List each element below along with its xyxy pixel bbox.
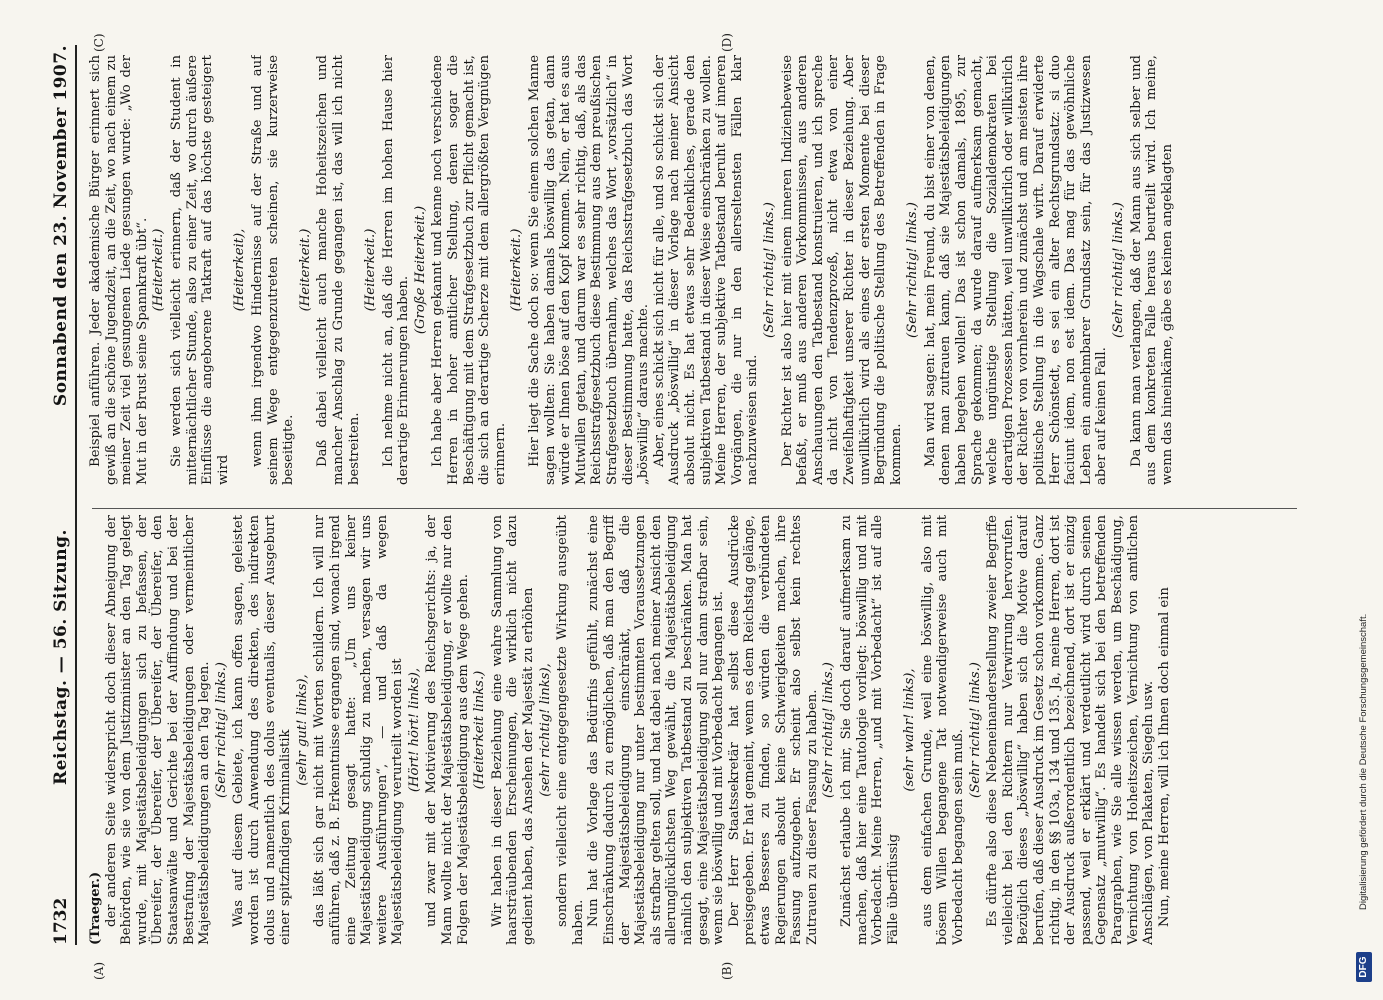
paragraph: Da kann man verlangen, daß der Mann aus sich selber und aus dem konkreten Falle heraus beurteilt wird. Ich meine, wenn das hineinkäme, gäbe es keinen angeklagten: [1128, 55, 1175, 485]
paragraph: Nun hat die Vorlage das Bedürfnis gefühlt, zunächst eine Einschränkung dadurch zu ermöglichen, daß man den Begriff der Majestätsbeleidigung einschränkt, daß die Majestätsbeleidigung nur unter bestimmten Voraussetzungen als strafbar gelten soll, und hat dabei nach meiner Ansicht den allerunglücklichsten Weg gewählt, die Majestätsbeleidigung nämlich den subjektiven Tatbestand zu beschränken. Man hat gesagt, eine Majestätsbeleidigung soll nur dann strafbar sein, wenn sie böswillig und mit Vorbedacht begangen ist.: [586, 515, 727, 945]
interjection: (Sehr richtig! links.): [761, 202, 777, 338]
paragraph: aus dem einfachen Grunde, weil eine böswillig, also mit bösem Willen begangene Tat notwendigerweise auch mit Vorbedacht begangen sein muß.: [919, 515, 967, 945]
margin-marker-b: (B): [720, 961, 734, 980]
interjection: (Sehr richtig! links.): [213, 662, 229, 798]
paragraph: und zwar mit der Motivierung des Reichsgerichts: ja, der Mann wollte nicht der Majestätsbeleidigung, er wollte nur den Folgen der Majestätsbeleidigung aus dem Wege gehen.: [424, 515, 471, 945]
paragraph: Der Herr Staatssekretär hat selbst diese Ausdrücke preisgegeben. Er hat gemeint, wenn es dem Reichstag gelänge, etwas Besseres zu finden, so würden die verbündeten Regierungen absolut keine Schwierigkeiten machen, ihre Fassung aufzugeben. Er scheint also selbst kein rechtes Zutrauen zu dieser Fassung zu haben.: [726, 515, 820, 945]
paragraph: Der Richter ist also hier mit einem inneren Indizienbeweise befaßt, er muß aus anderen Vorkommnissen, aus anderen Anschauungen den Tatbestand konstruieren, und ich spreche da nicht von Tendenzprozeß, nicht etwa von einer Zweifelhaftigkeit unserer Richter in dieser Beziehung. Aber unwillkürlich wird als eines der ersten Momente bei dieser Begründung die politische Stellung des Betreffenden in Frage kommen.: [779, 55, 904, 485]
paragraph: Es dürfte also diese Nebeneinanderstellung zweier Begriffe vielleicht bei den Richtern nur Verwirrung hervorrufen. Bezüglich dieses „böswillig“ haben sich die Motive darauf berufen, daß dieser Ausdruck im Gesetz schon vorkomme. Ganz richtig, in den §§ 103a, 134 und 135. Ja, meine Herren, dort ist der Ausdruck außerordentlich bezeichnend, dort ist er einzig passend, weil er erklärt und verdeutlicht wird durch seinen Gegensatz „mutwillig“. Es handelt sich bei den betreffenden Paragraphen, wie Sie alle wissen werden, um Beschädigung, Vernichtung von Hoheitszeichen, Vernichtung von amtlichen Anschlägen, von Plakaten, Siegeln usw.: [985, 515, 1157, 945]
paragraph: Was auf diesem Gebiete, ich kann offen sagen, geleistet worden ist durch Anwendung des direkten, des indirekten dolus und namentlich des dolus eventualis, dieser Ausgeburt einer spitzfindigen Kriminalistik: [231, 515, 294, 945]
paragraph: Ich habe aber Herren gekannt und kenne noch verschiedene Herren in hoher amtlicher Stellung, denen sogar die Beschäftigung mit dem Strafgesetzbuch zur Pflicht gemacht ist, die sich an derartige Scherze mit dem allergrößten Vergnügen erinnern.: [430, 55, 508, 485]
paragraph: wenn ihm irgendwo Hindernisse auf der Straße und auf seinem Wege entgegenzutreten scheinen, sie kurzerweise beseitigte.: [249, 55, 297, 485]
interjection: (Heiterkeit.): [363, 228, 379, 312]
interjection: (Sehr richtig! links.): [967, 662, 983, 798]
interjection: (Große Heiterkeit.): [412, 205, 428, 335]
paragraph: sondern vielleicht eine entgegengesetzte Wirkung ausgeübt haben.: [555, 515, 586, 945]
interjection: (sehr richtig! links),: [537, 663, 553, 797]
paragraph: Ich nehme nicht an, daß die Herren im hohen Hause hier derartige Erinnerungen haben.: [380, 55, 412, 485]
interjection: (Heiterkeit.): [509, 228, 525, 312]
paragraph: Wir haben in dieser Beziehung eine wahre Sammlung von haarsträubenden Erscheinungen, die wirklich nicht dazu gedient haben, das Ansehen der Majestät zu erhöhen: [489, 515, 537, 945]
speaker-name: (Traeger.): [88, 871, 103, 945]
margin-marker-a: (A): [92, 961, 106, 980]
digitization-note: Digitalisierung gefördert durch die Deutsche Forschungsgemeinschaft.: [1358, 613, 1369, 910]
interjection: (sehr gut! links),: [294, 674, 310, 786]
interjection: (Heiterkeit),: [232, 228, 248, 312]
interjection: (Heiterkeit.): [297, 228, 313, 312]
paragraph: Aber, eines schickt sich nicht für alle, und so schickt sich der Ausdruck „böswillig“ in dieser Vorlage nach meiner Ansicht absolut nicht. Es hat etwas sehr Bedenkliches, gerade den subjektiven Tatbestand in dieser Weise einschränken zu wollen. Meine Herren, der subjektive Tatbestand beruht auf inneren Vorgängen, die nur in den allerseltensten Fällen klar nachzuweisen sind.: [651, 55, 761, 485]
digitization-strip: [1350, 0, 1380, 1000]
paragraph: Sie werden sich vielleicht erinnern, daß der Student in mitternächtlicher Stunde, also zu einer Zeit, wo durch äußere Einflüsse die angeborene Tatkraft auf das höchste gesteigert wird: [168, 55, 231, 485]
paragraph: Nun, meine Herren, will ich Ihnen doch einmal ein: [1156, 587, 1172, 927]
dfg-logo: DFG: [1356, 952, 1372, 982]
interjection: (Hört! hört! links),: [406, 667, 422, 793]
paragraph: Man wird sagen: hat, mein Freund, du bist einer von denen, denen man zutrauen kann, daß sie Majestätsbeleidigungen haben begehen wollen! Das ist schon damals, 1895, zur Sprache gekommen; da wurde darauf aufmerksam gemacht, welche ungünstige Stellung die Sozialdemokraten bei derartigen Prozessen hätten, weil unwillkürlich oder willkürlich der Richter von vornherein und zunächst und am meisten ihre politische Stellung in die Wagschale wirft. Darauf erwiderte Herr Schönstedt, es sei ein alter Rechtsgrundsatz: si duo faciunt idem, non est idem. Das mag für das gewöhnliche Leben ein annehmbarer Grundsatz sein, für das Justizwesen aber auf keinen Fall.: [922, 55, 1110, 485]
interjection: (Sehr richtig! links.): [821, 662, 837, 798]
session-date: Sonnabend den 23. November 1907.: [51, 45, 71, 407]
interjection: (Sehr richtig! links.): [1111, 202, 1126, 338]
paragraph: Daß dabei vielleicht auch manche Hoheitszeichen und mancher Anschlag zu Grunde gegangen ist, das will ich nicht bestreiten.: [315, 55, 362, 485]
paragraph: das läßt sich gar nicht mit Worten schildern. Ich will nur anführen, daß z. B. Erkenntnisse ergangen sind, wonach irgend eine Zeitung gesagt hatte: „Um uns keiner Majestätsbeleidigung schuldig zu machen, versagen wir uns weitere Ausführungen“, — und daß da wegen Majestätsbeleidigung verurteilt worden ist: [312, 515, 406, 945]
right-column: [88, 55, 1298, 485]
session-title: Reichstag. — 56. Sitzung.: [51, 529, 71, 785]
margin-marker-c: (C): [92, 33, 106, 52]
interjection: (Heiterkeit.): [151, 228, 167, 312]
left-column: [88, 515, 1298, 945]
interjection: (Sehr richtig! links.): [905, 202, 921, 338]
paragraph: Hier liegt die Sache doch so: wenn Sie einem solchen Manne sagen wollten: Sie haben damals böswillig das getan, dann würde er Ihnen böse auf den Kopf kommen. Nein, er hat es aus Mutwillen getan, und darum war es sehr richtig, daß, als das Reichsstrafgesetzbuch diese Bestimmung aus dem preußischen Strafgesetzbuch übernahm, welches das Wort „vorsätzlich“ in dieser Bestimmung hatte, das Reichsstrafgesetzbuch das Wort „böswillig“ daraus machte.: [527, 55, 652, 485]
page-header: [45, 45, 77, 945]
margin-marker-d: (D): [720, 33, 734, 52]
interjection: (Heiterkeit links.): [472, 670, 488, 790]
interjection: (sehr wahr! links),: [902, 668, 918, 792]
page-number: 1732: [51, 897, 71, 945]
paragraph: der anderen Seite widerspricht doch dieser Abneigung der Behörden, wie sie von dem Justizminister an den Tag gelegt wurde, mit Majestätsbeleidigungen sich zu befassen, der Übereifer, der Übereifer, der Übereifer, der Übereifer, den Staatsanwälte und Gerichte bei der Auffindung und bei der Bestrafung der Majestätsbeleidigungen oder vermeintlicher Majestätsbeleidigungen an den Tag legen.: [103, 515, 213, 945]
paragraph: Beispiel anführen. Jeder akademische Bürger erinnert sich gewiß an die schöne Jugendzeit, an die Zeit, wo nach einem zu meiner Zeit viel gesungenen Liede gesungen wurde: „Wo der Mut in der Brust seine Spannkraft übt“.: [88, 55, 150, 485]
column-divider: [92, 508, 1297, 509]
paragraph: Zunächst erlaube ich mir, Sie doch darauf aufmerksam zu machen, daß hier eine Tautologie vorliegt: böswillig und mit Vorbedacht. Meine Herren, „und mit Vorbedacht“ ist auf alle Fälle überflüssig: [838, 515, 901, 945]
